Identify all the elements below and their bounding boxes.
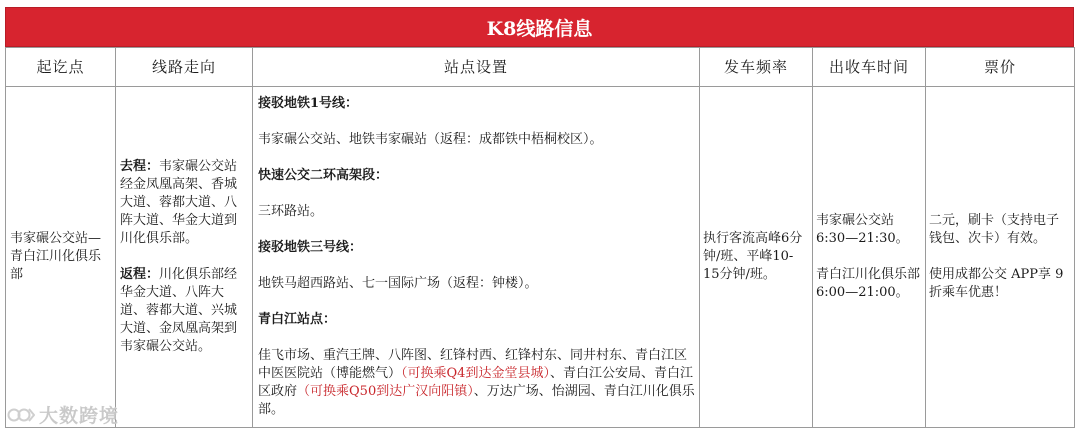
header-stops: 站点设置 xyxy=(253,48,700,87)
cell-frequency: 执行客流高峰6分钟/班、平峰10-15分钟/班。 xyxy=(700,87,813,428)
metro1-title: 接驳地铁1号线： xyxy=(258,96,359,111)
qbj-text-b: 、青白江公安局、青白江区政府 xyxy=(258,366,693,399)
header-direction: 线路走向 xyxy=(116,48,253,87)
return-label: 返程： xyxy=(120,267,160,282)
qbj-stops xyxy=(258,347,699,419)
cell-stops xyxy=(253,87,700,428)
qbj-text-c: 、万达广场、怡湖园、青白江川化俱乐部。 xyxy=(258,384,695,417)
watermark-text: 大数跨境 xyxy=(39,405,120,427)
header-fare: 票价 xyxy=(926,48,1075,87)
fare-line-1: 二元，刷卡（支持电子钱包、次卡）有效。 xyxy=(929,213,1060,246)
schedule-first: 韦家碾公交站6:30—21:30。 xyxy=(816,213,909,246)
table-row xyxy=(6,87,1075,428)
metro1-text: 韦家碾公交站、地铁韦家碾站（返程：成都铁中梧桐校区）。 xyxy=(258,132,603,147)
outbound-label: 去程： xyxy=(120,159,160,174)
return-route xyxy=(120,266,248,356)
outbound-route xyxy=(120,158,248,248)
watermark xyxy=(7,401,119,428)
schedule-second: 青白江川化俱乐部6:00—21:00。 xyxy=(816,267,921,300)
cell-schedule xyxy=(813,87,926,428)
outbound-text: 韦家碾公交站经金凤凰高架、香城大道、蓉都大道、八阵大道、华金大道到川化俱乐部。 xyxy=(120,159,238,246)
metro3-title: 接驳地铁三号线： xyxy=(258,240,363,255)
table-title: K8线路信息 xyxy=(5,7,1074,47)
metro3-text: 地铁马超西路站、七一国际广场（返程：钟楼）。 xyxy=(258,276,538,291)
return-text: 川化俱乐部经华金大道、八阵大道、蓉都大道、兴城大道、金凤凰高架到韦家碾公交站。 xyxy=(120,267,238,354)
cell-direction xyxy=(116,87,253,428)
brt-text: 三环路站。 xyxy=(258,204,324,219)
header-schedule: 出收车时间 xyxy=(813,48,926,87)
cell-start-end: 韦家碾公交站—青白江川化俱乐部 xyxy=(6,87,116,428)
watermark-logo-icon xyxy=(7,405,35,425)
transfer-note-q4: （可换乘Q4到达金堂县城） xyxy=(401,366,550,381)
header-row xyxy=(6,48,1075,87)
header-start: 起讫点 xyxy=(6,48,116,87)
header-frequency: 发车频率 xyxy=(700,48,813,87)
fare-line-2: 使用成都公交 APP享 9折乘车优惠！ xyxy=(929,267,1064,300)
route-info-table-frame xyxy=(5,7,1074,428)
brt-title: 快速公交二环高架段： xyxy=(258,168,389,183)
qbj-title: 青白江站点： xyxy=(258,312,337,327)
qbj-text-a: 佳飞市场、重汽王牌、八阵图、红锋村西、红锋村东、同井村东、青白江区中医医院站（博能燃气） xyxy=(258,348,688,381)
cell-fare xyxy=(926,87,1075,428)
route-info-table xyxy=(5,47,1075,428)
transfer-note-q50: （可换乘Q50到达广汉向阳镇） xyxy=(297,384,474,399)
